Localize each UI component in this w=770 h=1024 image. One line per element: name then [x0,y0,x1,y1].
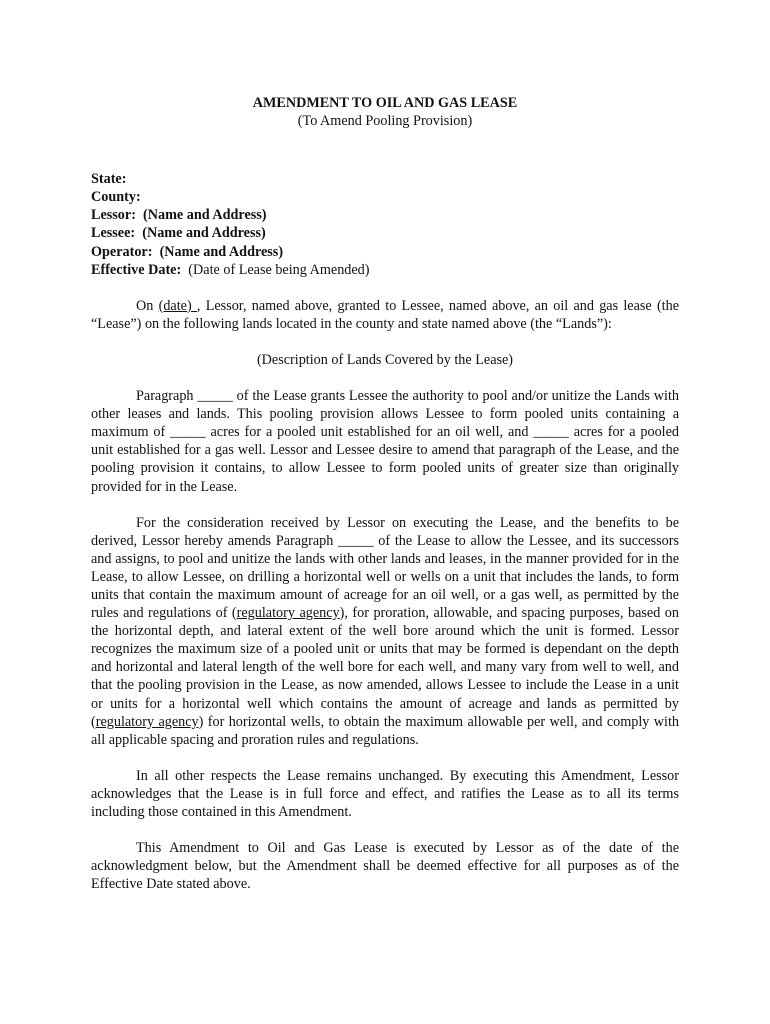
paragraph-grant [91,297,679,333]
lessor-label: Lessor: [91,207,136,224]
lessee-value: (Name and Address) [142,225,266,242]
operator-value: (Name and Address) [159,243,284,260]
effective-date-label: Effective Date: [91,261,182,278]
effective-date-value: (Date of Lease being Amended) [188,261,370,278]
field-state: State: [91,171,127,188]
paragraph-grant-rest: , Lessor, named above, granted to Lessee, named above, an oil and gas lease (the “Lease”) on the following lands located in the county and state named above (the “Lands”): [91,297,679,332]
paragraph-amendment-part-1: For the consideration received by Lessor on executing the Lease, and the benefits to be derived, Lessor hereby amends Paragraph _____ of the Lease to allow the Lessee, and its successors and assigns, to pool and unitize the lands with other lands and leases, in the manner provided for in the Lease, to allow Lessee, on drilling a horizontal well or wells on a unit that includes the lands, to form units that contain the maximum amount of acreage for an oil well, or a gas well, as permitted by the rules and regulations of ( [91,514,679,622]
regulatory-agency-1: regulatory agency [236,605,340,622]
operator-label: Operator: [91,243,153,260]
paragraph-pooling-authority: Paragraph _____ of the Lease grants Lessee the authority to pool and/or unitize the Lands with other leases and lands. This pooling provision allows Lessee to form pooled units containing a maximum of _____ acres for a pooled unit established for an oil well, and _____ acres for a pooled unit established for a gas well. Lessor and Lessee desire to amend that paragraph of the Lease, and the pooling provision it contains, to allow Lessee to form pooled units of greater size than originally provided for in the Lease. [91,388,679,495]
document-subtitle: (To Amend Pooling Provision) [297,113,473,130]
paragraph-grant-start: On [136,297,159,314]
paragraph-amendment-part-3: ) for horizontal wells, to obtain the maximum allowable per well, and comply with all applicable spacing and proration rules and regulations. [91,713,679,748]
paragraph-amendment [91,514,679,749]
paragraph-amendment-part-2: ), for proration, allowable, and spacing purposes, based on the horizontal depth, and lateral extent of the well bore around which the unit is formed. Lessor recognizes the maximum size of a pooled unit or units that may be formed is dependant on the depth and horizontal and lateral length of the well bore for each well, and many vary from well to well, and that the pooling provision in the Lease, as now amended, allows Lessee to include the Lease in a unit or units for a horizontal well which contains the amount of acreage and lands as permitted by ( [91,605,679,730]
regulatory-agency-2: regulatory agency [95,713,199,730]
paragraph-execution: This Amendment to Oil and Gas Lease is executed by Lessor as of the date of the acknowledgment below, but the Amendment shall be deemed effective for all purposes as of the Effective Date stated above. [91,840,679,893]
lessee-label: Lessee: [91,225,136,242]
field-lessee [91,224,679,242]
field-county: County: [91,189,141,206]
lessor-value: (Name and Address) [143,207,267,224]
field-lessor [91,206,679,224]
date-blank: (date) [158,297,197,314]
lands-description: (Description of Lands Covered by the Lease) [256,351,514,368]
paragraph-unchanged: In all other respects the Lease remains unchanged. By executing this Amendment, Lessor acknowledges that the Lease is in full force and effect, and ratifies the Lease as to all its terms including those contained in this Amendment. [91,767,679,820]
field-effective-date [91,261,679,279]
document-title: AMENDMENT TO OIL AND GAS LEASE [252,95,518,111]
field-operator [91,243,679,261]
header-fields [91,170,679,279]
